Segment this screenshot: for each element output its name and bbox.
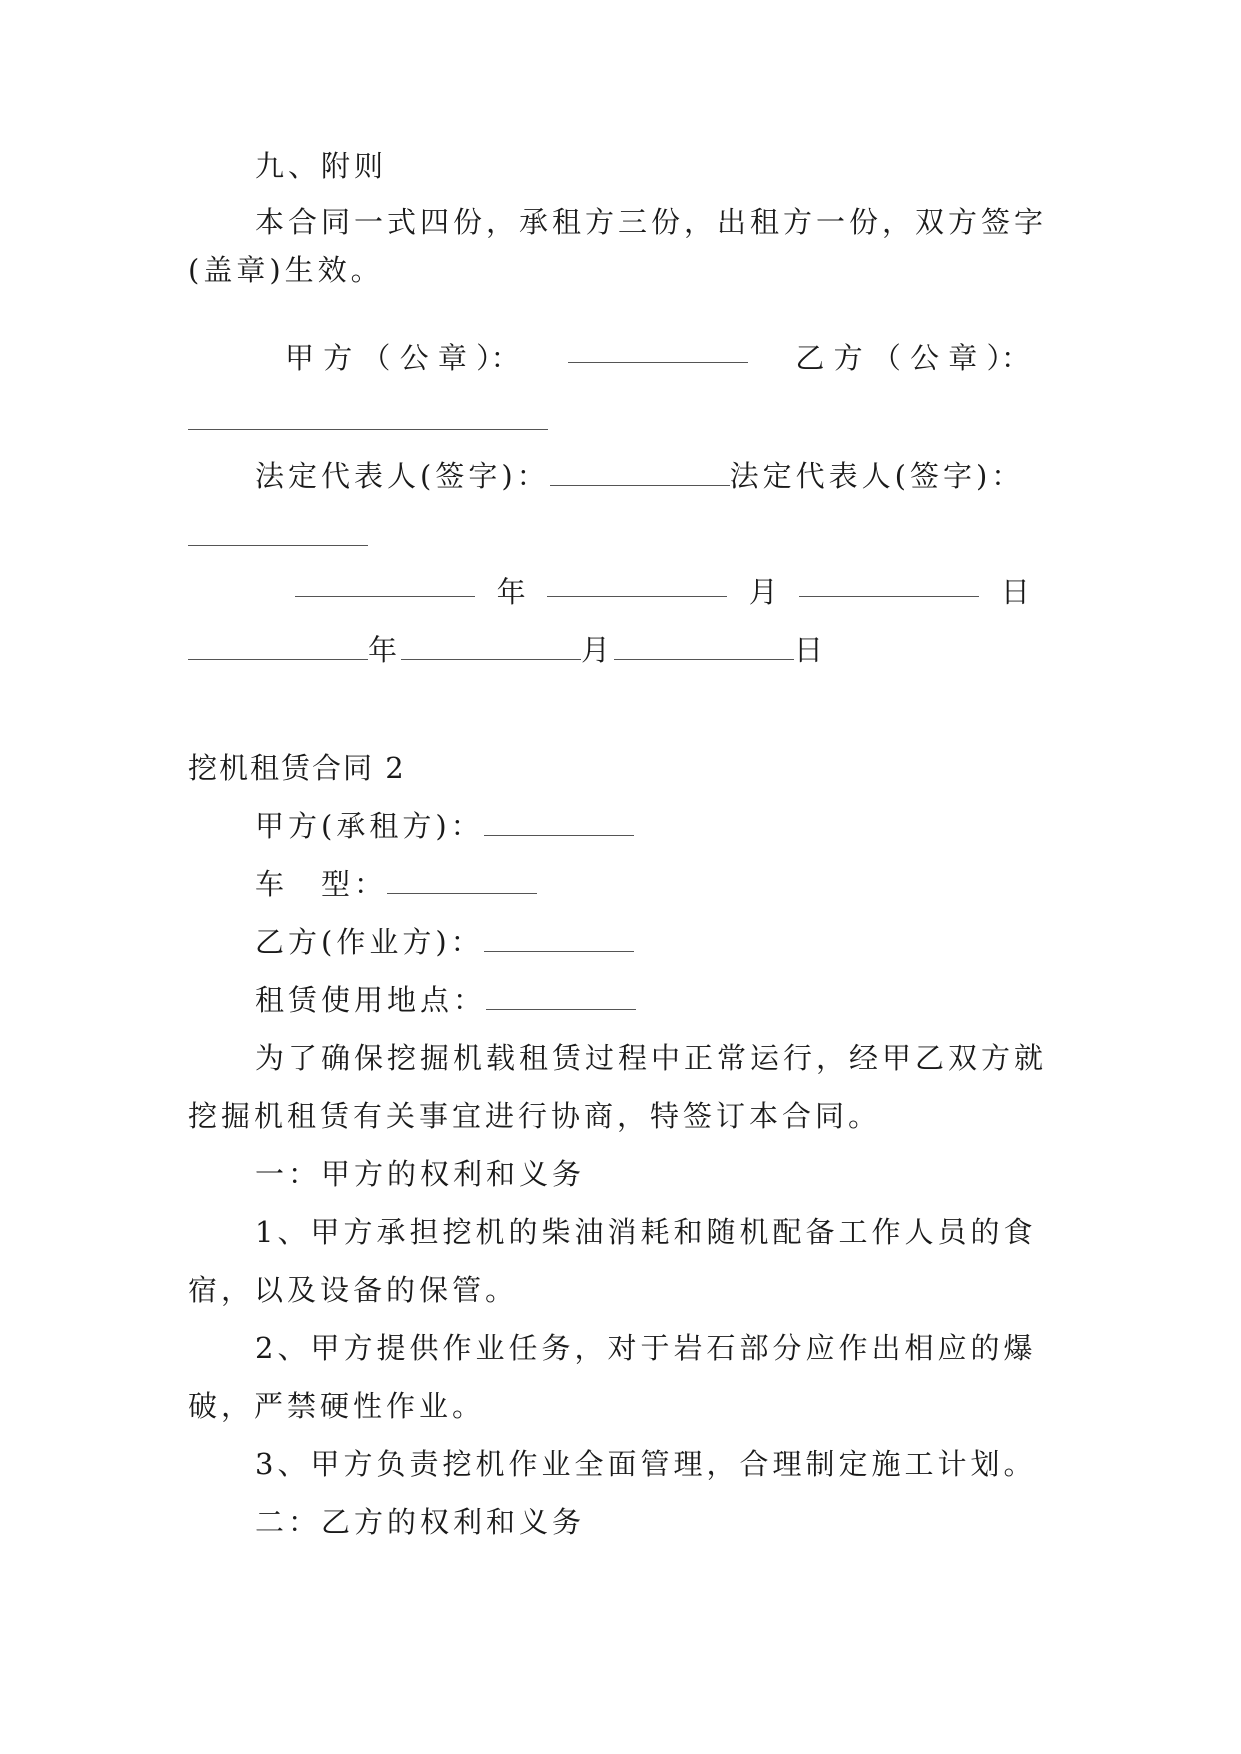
party-a-blank — [484, 813, 634, 836]
month-blank — [547, 574, 727, 597]
party-a-seal-blank — [568, 340, 748, 363]
year-label: 年 — [496, 575, 526, 609]
party-b-seal-label: 乙 方 （ 公 章 ）： — [795, 341, 1030, 375]
legal-rep-b-label: 法定代表人(签字)： — [729, 459, 1025, 493]
day-label: 日 — [1000, 575, 1030, 609]
section-heading: 一：甲方的权利和义务 — [255, 1157, 586, 1191]
field-party-b — [255, 924, 1125, 960]
date-row-b — [188, 632, 1058, 668]
signature-seal-row — [285, 340, 1030, 376]
field-vehicle-type — [255, 866, 1125, 902]
party-b-seal-blank — [188, 407, 548, 430]
paragraph-line: 3、甲方负责挖机作业全面管理，合理制定施工计划。 — [255, 1447, 1037, 1481]
year-blank — [295, 574, 475, 597]
signature-blank-line — [188, 402, 1058, 438]
location-label: 租赁使用地点： — [255, 983, 487, 1017]
document-title: 挖机租赁合同 2 — [188, 751, 406, 785]
month-label: 月 — [581, 633, 615, 667]
location-blank — [486, 987, 636, 1010]
legal-rep-a-blank — [550, 463, 730, 486]
field-party-a — [255, 808, 1125, 844]
month-label: 月 — [748, 575, 778, 609]
paragraph-line: 宿，以及设备的保管。 — [188, 1273, 519, 1307]
party-b-blank — [484, 929, 634, 952]
field-location — [255, 982, 1125, 1018]
year-label: 年 — [368, 633, 402, 667]
day-blank — [799, 574, 979, 597]
paragraph-line: 本合同一式四份，承租方三份，出租方一份，双方签字 — [255, 205, 1048, 239]
legal-rep-b-blank — [188, 523, 368, 546]
party-b-label: 乙方(作业方)： — [255, 925, 484, 959]
paragraph-line: 挖掘机租赁有关事宜进行协商，特签订本合同。 — [188, 1099, 882, 1133]
year-blank — [188, 637, 368, 660]
section-heading: 二：乙方的权利和义务 — [255, 1505, 586, 1539]
legal-rep-a-label: 法定代表人(签字)： — [255, 459, 550, 493]
vehicle-type-label: 车 型： — [255, 867, 388, 901]
vehicle-type-blank — [387, 871, 537, 894]
party-a-seal-label: 甲 方 （ 公 章 ）： — [285, 341, 520, 375]
signature-blank-line — [188, 518, 1058, 554]
date-row-a — [295, 574, 1030, 610]
day-blank — [614, 637, 794, 660]
party-a-label: 甲方(承租方)： — [255, 809, 484, 843]
month-blank — [401, 637, 581, 660]
paragraph-line: 1、甲方承担挖机的柴油消耗和随机配备工作人员的食 — [255, 1215, 1037, 1249]
paragraph-line: 2、甲方提供作业任务，对于岩石部分应作出相应的爆 — [255, 1331, 1037, 1365]
day-label: 日 — [794, 633, 828, 667]
section-heading: 九、附则 — [255, 149, 388, 183]
paragraph-line: 破，严禁硬性作业。 — [188, 1389, 486, 1423]
legal-rep-row — [255, 458, 1125, 494]
paragraph-line: 为了确保挖掘机载租赁过程中正常运行，经甲乙双方就 — [255, 1041, 1048, 1075]
paragraph-line: (盖章)生效。 — [188, 253, 384, 287]
